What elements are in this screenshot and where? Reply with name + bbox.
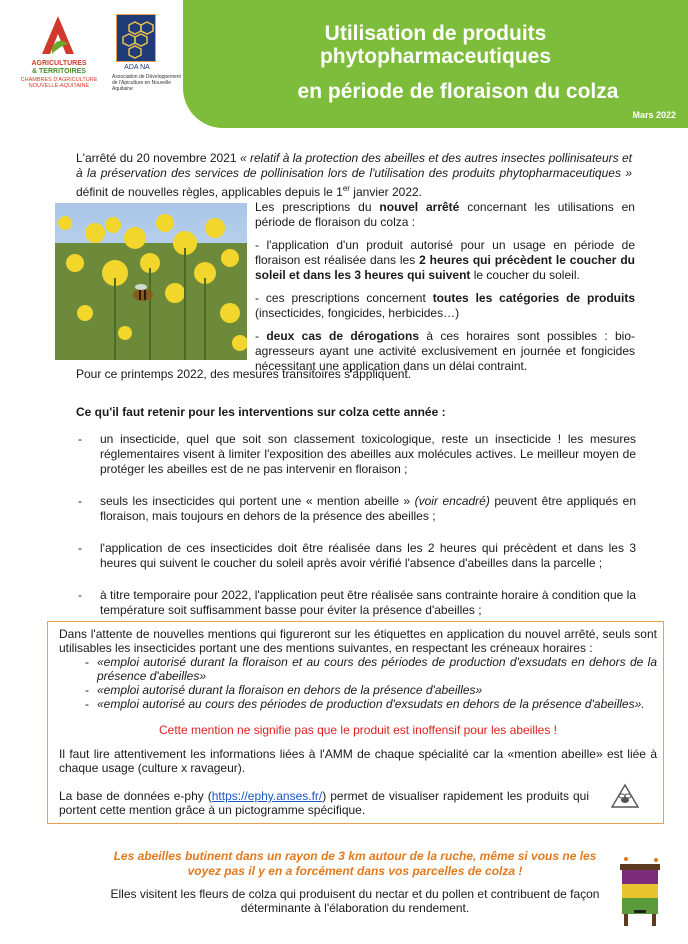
list-item [76, 588, 636, 618]
title-line1: Utilisation de produits [324, 22, 547, 45]
bullet-dash: - [78, 432, 82, 446]
intro-text-d: janvier 2022. [349, 185, 423, 199]
list-item [76, 432, 636, 477]
bullet-dash: - [78, 588, 82, 602]
bee-role-text: Elles visitent les fleurs de colza qui produisent du nectar et du pollen et contribuent de façon déterminante à l'élaboration du rendement. [110, 887, 600, 915]
list-item [76, 541, 636, 571]
p2c: le coucher du soleil. [470, 268, 580, 282]
prescriptions-block [255, 200, 635, 382]
intro-quote: « relatif à la protection des abeilles et des autres insectes pollinisateurs et à la préservation des services de pollinisation lors de l'utilisation des produits phytopharmaceutiques » [76, 151, 633, 180]
rapeseed-bee-photo [55, 203, 247, 360]
publication-date: Mars 2022 [632, 110, 676, 120]
beehive-icon [616, 856, 664, 928]
bullet-text: l'application de ces insecticides doit être réalisée dans les 2 heures qui précèdent et dans les 3 heures qui suivent le coucher du soleil après avoir vérifié l'absence d'abeilles dans la parcelle ; [100, 541, 636, 570]
transitional-measures: Pour ce printemps 2022, des mesures transitoires s'appliquent. [76, 367, 412, 381]
p2b: 2 heures qui précèdent le coucher du soleil et dans les 3 heures qui suivent [255, 253, 635, 282]
bullet-text-rest: peuvent être appliqués en floraison, mais toujours en dehors de la présence des abeilles ; [100, 494, 636, 523]
bullet-italic-ref: (voir encadré) [414, 494, 490, 508]
adana-logo [112, 14, 182, 104]
mention-dash: - [85, 697, 89, 711]
bullet-dash: - [78, 541, 82, 555]
title-line3: en période de floraison du colza [297, 80, 619, 103]
rapeseed-flowers-image [55, 203, 247, 360]
amm-text: Il faut lire attentivement les informations liées à l'AMM de chaque spécialité car la «mention abeille» est liée à chaque usage (culture x ravageur). [59, 747, 657, 775]
p3b: toutes les catégories de produits [432, 291, 636, 305]
title-banner [183, 0, 688, 128]
mention-item [59, 655, 657, 683]
intro-text-c: définit de nouvelles règles, applicables depuis le 1 [76, 185, 343, 199]
warning-text: Cette mention ne signifie pas que le produit est inoffensif pour les abeilles ! [158, 723, 558, 737]
mention-item [59, 697, 657, 711]
p1b: nouvel arrêté [379, 200, 460, 214]
prescription-hours [255, 238, 635, 283]
intro-paragraph [76, 151, 632, 200]
mentions-list [59, 655, 657, 711]
bullet-text: un insecticide, quel que soit son classement toxicologique, reste un insecticide ! les mesures réglementaires visent à limiter l'exposition des abeilles aux molécules actives. Le meilleur moyen de protéger les abeilles est de ne pas intervenir en floraison ; [100, 432, 636, 476]
p1c: concernant les utilisations en période de floraison du colza : [255, 200, 635, 229]
ephy-link[interactable]: https://ephy.anses.fr/ [211, 789, 323, 803]
mention-text: «emploi autorisé durant la floraison en dehors de la présence d'abeilles» [97, 683, 483, 697]
adana-hexagon-mark [116, 14, 156, 62]
p3a: - ces prescriptions concernent [255, 291, 433, 305]
adana-subtitle: Association de Développement de l'Apiculture en Nouvelle Aquitaine [112, 74, 181, 92]
header [0, 0, 688, 130]
p4b: deux cas de dérogations [266, 329, 419, 343]
intro-sup: er [342, 184, 350, 193]
mention-abeille-box [47, 621, 664, 824]
ephy-text [59, 789, 589, 817]
mention-item [59, 683, 657, 697]
honeycomb-icon [117, 15, 157, 63]
p4c: à ces horaires sont possibles : bio-agresseurs ayant une activité exclusivement en journée et fongicides nécessitant une application dans un délai contraint. [255, 329, 635, 373]
box-intro: Dans l'attente de nouvelles mentions qui figureront sur les étiquettes en application du nouvel arrêté, seuls sont utilisables les insecticides portant une des mentions suivantes, en respectant les créneaux horaires : [59, 627, 657, 655]
prescription-categories [255, 291, 635, 321]
adana-name: ADA NA [124, 64, 150, 71]
chambres-agriculture-logo [16, 14, 96, 94]
key-points-title: Ce qu'il faut retenir pour les interventions sur colza cette année : [76, 405, 446, 419]
mention-text: «emploi autorisé durant la floraison et au cours des périodes de production d'exsudats en dehors de la présence d'abeilles» [97, 655, 657, 683]
p3c: (insecticides, fongicides, herbicides…) [255, 306, 460, 320]
box-content [59, 627, 657, 817]
bullet-dash: - [78, 494, 82, 508]
ephy-text-a: La base de données e-phy ( [59, 789, 212, 803]
prescriptions-intro [255, 200, 635, 230]
logo-line2: & TERRITOIRES [32, 68, 86, 75]
title-line2: phytopharmaceutiques [319, 45, 552, 68]
intro-text-a: L'arrêté du 20 novembre 2021 [76, 151, 240, 165]
bullet-text: seuls les insecticides qui portent une « mention abeille » [100, 494, 415, 508]
p4a: - [255, 329, 267, 343]
bee-pictogram-icon [611, 783, 639, 809]
mention-dash: - [85, 655, 89, 669]
p1a: Les prescriptions du [255, 200, 380, 214]
ephy-text-b: ) permet de visualiser rapidement les produits qui portent cette mention grâce à un pictogramme spécifique. [59, 789, 590, 817]
logo-line3: CHAMBRES D'AGRICULTURE NOUVELLE-AQUITAINE [20, 77, 98, 89]
p2a: - l'application d'un produit autorisé pour un usage en période de floraison est réalisée dans les [255, 238, 635, 267]
bullet-text: à titre temporaire pour 2022, l'application peut être réalisée sans contrainte horaire à condition que la température soit suffisamment basse pour éviter la présence d'abeilles ; [100, 588, 636, 617]
logo-line1: AGRICULTURES [31, 60, 87, 67]
list-item [76, 494, 636, 524]
mention-text: «emploi autorisé au cours des périodes de production d'exsudats en dehors de la présence d'abeilles». [97, 697, 645, 711]
bee-range-highlight: Les abeilles butinent dans un rayon de 3 km autour de la ruche, même si vous ne les voyez pas il y en a forcément dans vos parcelles de colza ! [113, 849, 597, 878]
chambre-agriculture-mark [38, 14, 78, 58]
mention-dash: - [85, 683, 89, 697]
key-points-list [76, 432, 636, 635]
